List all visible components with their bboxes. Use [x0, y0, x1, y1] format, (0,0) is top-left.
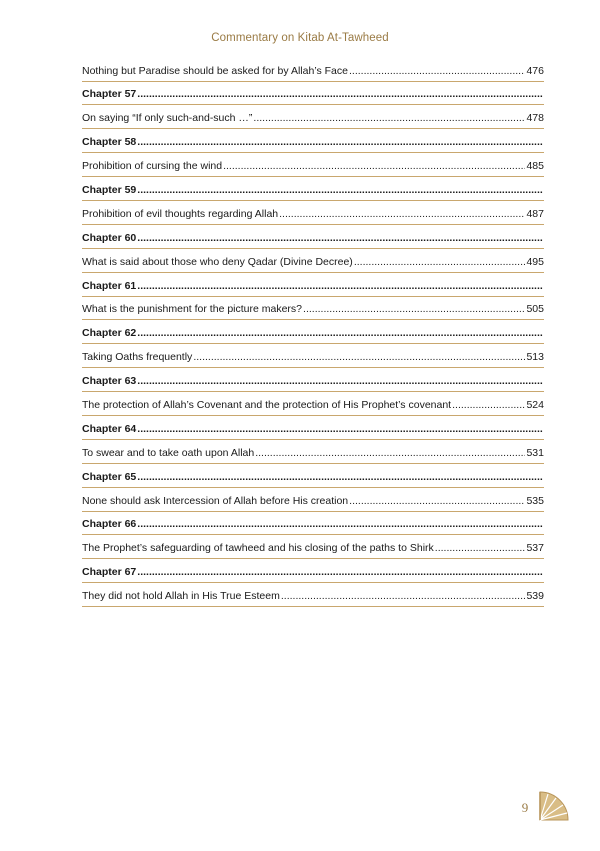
toc-entry-row	[82, 396, 544, 416]
dot-leader	[137, 518, 543, 530]
dot-leader	[253, 112, 525, 124]
toc-entry-title: On saying “If only such-and-such …”	[82, 112, 253, 125]
toc-entry-row	[82, 158, 544, 178]
toc-entry-row	[82, 62, 544, 82]
page-number: 9	[521, 800, 529, 815]
toc-entry-row	[82, 444, 544, 464]
toc-page-number: 537	[526, 542, 544, 555]
toc-chapter-heading: Chapter 58	[82, 136, 137, 149]
toc-chapter-heading: Chapter 64	[82, 422, 137, 435]
dot-leader	[255, 447, 525, 459]
toc-entry-row	[82, 540, 544, 560]
dot-leader	[137, 136, 543, 148]
dot-leader	[137, 88, 543, 100]
dot-leader	[137, 280, 543, 292]
toc-chapter-heading: Chapter 67	[82, 566, 137, 579]
dot-leader	[281, 590, 526, 602]
toc-chapter-row	[82, 325, 544, 345]
toc-chapter-row	[82, 86, 544, 106]
toc-chapter-row	[82, 134, 544, 154]
toc-page-number: 535	[526, 494, 544, 507]
toc-chapter-heading: Chapter 65	[82, 470, 137, 483]
toc-entry-title: Prohibition of evil thoughts regarding Allah	[82, 207, 279, 220]
toc-chapter-heading: Chapter 60	[82, 231, 137, 244]
dot-leader	[435, 542, 526, 554]
toc-entry-title: The protection of Allah’s Covenant and the protection of His Prophet’s covenant	[82, 398, 452, 411]
toc-entry-row	[82, 492, 544, 512]
dot-leader	[137, 232, 543, 244]
toc-chapter-row	[82, 181, 544, 201]
dot-leader	[349, 65, 525, 77]
toc-chapter-heading: Chapter 63	[82, 375, 137, 388]
dot-leader	[349, 495, 525, 507]
toc-entry-row	[82, 349, 544, 369]
dot-leader	[137, 471, 543, 483]
toc-entry-row	[82, 110, 544, 130]
toc-chapter-row	[82, 420, 544, 440]
toc-page-number: 513	[526, 351, 544, 364]
toc-page-number: 505	[526, 303, 544, 316]
quarter-fan-ornament	[536, 786, 576, 826]
toc-entry-title: Taking Oaths frequently	[82, 351, 193, 364]
toc-chapter-row	[82, 468, 544, 488]
toc-page-number: 524	[526, 398, 544, 411]
toc-chapter-heading: Chapter 59	[82, 183, 137, 196]
toc-entry-title: They did not hold Allah in His True Esteem	[82, 590, 280, 603]
toc-entry-row	[82, 588, 544, 608]
table-of-contents	[82, 62, 544, 611]
dot-leader	[303, 303, 525, 315]
dot-leader	[223, 160, 525, 172]
toc-entry-row	[82, 253, 544, 273]
toc-page-number: 485	[526, 160, 544, 173]
toc-chapter-row	[82, 564, 544, 584]
dot-leader	[452, 399, 525, 411]
toc-entry-title: The Prophet’s safeguarding of tawheed and his closing of the paths to Shirk	[82, 542, 434, 555]
dot-leader	[279, 208, 525, 220]
dot-leader	[137, 423, 543, 435]
toc-chapter-heading: Chapter 57	[82, 88, 137, 101]
dot-leader	[137, 375, 543, 387]
toc-page-number: 531	[526, 446, 544, 459]
toc-page-number: 487	[526, 207, 544, 220]
dot-leader	[354, 256, 526, 268]
toc-chapter-heading: Chapter 66	[82, 518, 137, 531]
toc-page-number: 476	[526, 64, 544, 77]
toc-chapter-heading: Chapter 61	[82, 279, 137, 292]
toc-entry-title: Nothing but Paradise should be asked for by Allah’s Face	[82, 64, 348, 77]
toc-entry-title: What is the punishment for the picture makers?	[82, 303, 303, 316]
dot-leader	[137, 566, 543, 578]
dot-leader	[137, 327, 543, 339]
toc-chapter-row	[82, 516, 544, 536]
toc-entry-row	[82, 205, 544, 225]
toc-chapter-row	[82, 373, 544, 393]
toc-chapter-row	[82, 229, 544, 249]
toc-entry-title: What is said about those who deny Qadar (Divine Decree)	[82, 255, 353, 268]
dot-leader	[193, 351, 525, 363]
dot-leader	[137, 184, 543, 196]
running-header: Commentary on Kitab At-Tawheed	[211, 32, 389, 44]
toc-chapter-row	[82, 277, 544, 297]
toc-entry-title: Prohibition of cursing the wind	[82, 160, 223, 173]
toc-entry-title: To swear and to take oath upon Allah	[82, 446, 255, 459]
toc-chapter-heading: Chapter 62	[82, 327, 137, 340]
toc-page-number: 495	[526, 255, 544, 268]
toc-page-number: 478	[526, 112, 544, 125]
toc-entry-title: None should ask Intercession of Allah before His creation	[82, 494, 349, 507]
toc-page-number: 539	[526, 590, 544, 603]
toc-entry-row	[82, 301, 544, 321]
